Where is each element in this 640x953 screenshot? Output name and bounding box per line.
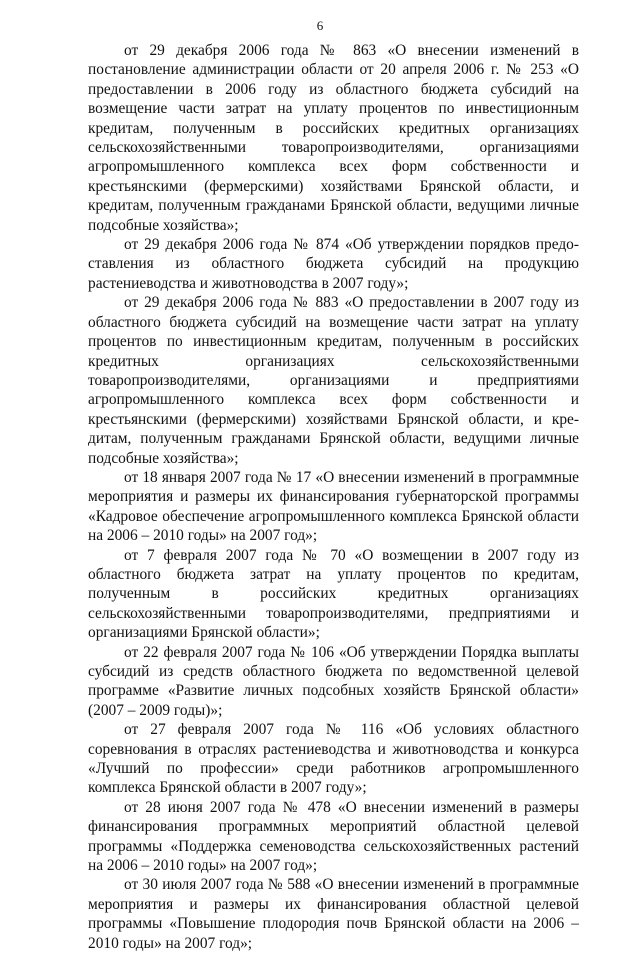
decree-item-116: от 27 февраля 2007 года № 116 «Об условиях областного соревнования в отраслях растениеводства и животноводства и конкурса «Лучший по профессии» среди работников агропромышленного комплекса Брянской области в 2007 году»; [88,721,579,797]
decree-item-17: от 18 января 2007 года № 17 «О внесении изменений в программные мероприятия и размеры их финансирования губернаторской программы «Кадровое обеспечение агропромышленного комплекса Брянской области на 2006 – 2010 годы» на 2007 год»; [88,468,579,545]
decree-item-106: от 22 февраля 2007 года № 106 «Об утверждении Порядка выплаты субсидий из средств областного бюджета по ведомственной целевой программе «Развитие личных подсобных хозяйств Брянской области» (2007 – 2009 годы)»; [88,643,579,719]
decree-item-70: от 7 февраля 2007 года № 70 «О возмещении в 2007 году из областного бюджета затрат на уплату процентов по кредитам, полученным в российских кредитных организациях сельскохозяйственными товаропроизводителями, предприятиями и организациями Брянской области»; [88,546,579,642]
decree-item-874: от 29 декабря 2006 года № 874 «Об утверждении порядков предоставления из областного бюджета субсидий на продукцию растениеводства и животноводства в 2007 году»; [88,236,579,292]
decree-item-863: от 29 декабря 2006 года № 863 «О внесении изменений в постановление администрации области от 20 апреля 2006 г. № 253 «О предоставлении в 2006 году из областного бюджета субсидий на возмещение части затрат на уплату процентов по инвестиционным кредитам, полученным в российских кредитных организациях сельскохозяйственными товаропроизводителями, организациями агропромышленного комплекса всех форм собственности и крестьянскими (фермерскими) хозяйствами Брянской области, и кредитам, полученным гражданами Брянской области, ведущими личные подсобные хозяйства»; [88,42,579,234]
decree-item-883: от 29 декабря 2006 года № 883 «О предоставлении в 2007 году из областного бюджета субсидий на возмещение части затрат на уплату процентов по инвестиционным кредитам, полученным в российских кредитных организациях сельскохозяйственными товаропроизводителями, организациями и предприятиями агропромышленного комплекса всех форм собственности и крестьянскими (фермерскими) хозяйствами Брянской области, и кредитам, полученным гражданами Брянской области, ведущими личные подсобные хозяйства»; [88,294,579,467]
decree-item-478: от 28 июня 2007 года № 478 «О внесении изменений в размеры финансирования программных мероприятий областной целевой программы «Поддержка семеноводства сельскохозяйственных растений на 2006 – 2010 годы» на 2007 год»; [88,798,579,875]
page-number: 6 [316,18,324,33]
document-body [88,41,579,953]
decree-item-588: от 30 июля 2007 года № 588 «О внесении изменений в программные мероприятия и размеры их финансирования областной целевой программы «Повышение плодородия почв Брянской области на 2006 – 2010 годы» на 2007 год»; [88,876,579,952]
